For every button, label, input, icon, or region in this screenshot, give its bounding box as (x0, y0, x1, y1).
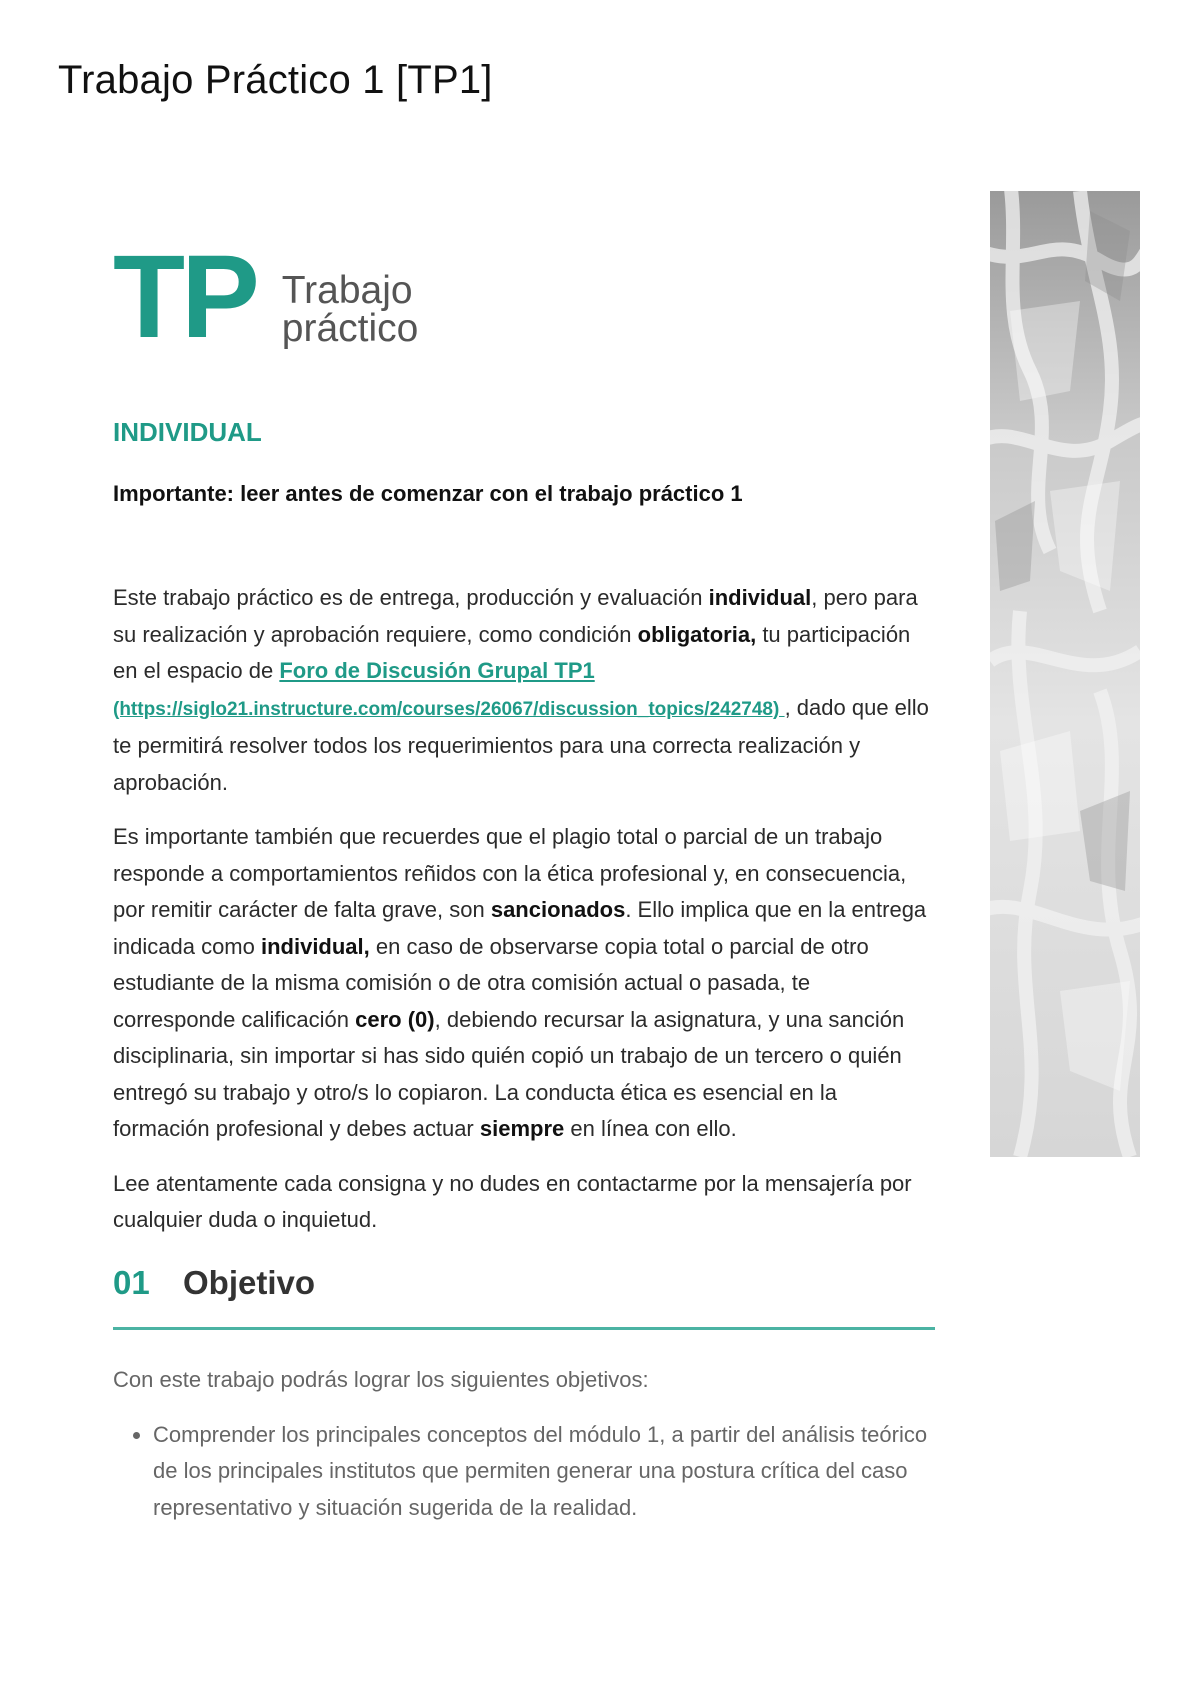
tp-logo-words (281, 268, 419, 350)
paragraph-forum (113, 580, 935, 801)
section-title: Objetivo (183, 1263, 316, 1301)
tp-logo-line1: Trabajo (281, 268, 413, 312)
tp-logo (113, 230, 419, 363)
paragraph-plagiarism (113, 819, 935, 1148)
objectives-list (113, 1417, 935, 1527)
p2-bold-sancionados: sancionados (490, 897, 626, 922)
p2-text-3: en caso de observarse copia total o parcial de otro estudiante de la misma comisión o de otra comisión actual o pasada, te corresponde calificación (113, 933, 869, 1032)
p1-bold-obligatoria: obligatoria, (637, 621, 757, 647)
objectives-intro: Con este trabajo podrás lograr los siguientes objetivos: (113, 1367, 649, 1392)
list-item: • Comprender los principales conceptos del módulo 1, a partir del análisis teórico de los principales institutos que permiten generar una postura crítica del caso representativo y situación sugerida de la realidad. (153, 1417, 935, 1527)
section-header-objetivo (113, 1265, 935, 1331)
forum-link-url[interactable]: (https://siglo21.instructure.com/courses/26067/discussion_topics/242748) (113, 698, 785, 720)
p1-text-3: tu participación en el espacio de (113, 621, 911, 683)
p2-text-5: en línea con ello. (564, 1116, 737, 1141)
p2-text-1: Es importante también que recuerdes que el plagio total o parcial de un trabajo responde a comportamientos reñidos con la ética profesional y, en consecuencia, por remitir carácter de falta grave, son (113, 824, 907, 922)
p1-text-4: , dado que ello te permitirá resolver todos los requerimientos para una correcta realización y aprobación. (113, 694, 929, 795)
p2-bold-cero: cero (0) (355, 1006, 435, 1032)
p2-bold-siempre: siempre (479, 1116, 565, 1141)
p2-text-4: , debiendo recursar la asignatura, y una sanción disciplinaria, sin importar si has sido quién copió un trabajo de un tercero o quién entregó su trabajo y otro/s lo copiaron. La conducta ética es esencial en la formación profesional y debes actuar (113, 1006, 905, 1141)
forum-link[interactable]: Foro de Discusión Grupal TP1 (279, 658, 595, 683)
p2-text-2: . Ello implica que en la entrega indicada como (113, 897, 927, 959)
p1-text-2: , pero para su realización y aprobación requiere, como condición (113, 585, 918, 647)
side-banner-image (990, 191, 1140, 1157)
individual-kicker: INDIVIDUAL (113, 417, 262, 447)
tp-logo-mark: TP (113, 230, 256, 363)
paragraph-contact: Lee atentamente cada consigna y no dudes en contactarme por la mensajería por cualquier duda o inquietud. (113, 1170, 912, 1232)
important-notice: Importante: leer antes de comenzar con el trabajo práctico 1 (113, 481, 743, 506)
main-content (113, 412, 935, 1526)
page-title: Trabajo Práctico 1 [TP1] (58, 58, 493, 102)
p1-bold-individual: individual (708, 585, 812, 610)
tp-logo-line2: práctico (281, 306, 419, 350)
p2-bold-individual: individual, (260, 933, 370, 959)
p1-text-1: Este trabajo práctico es de entrega, producción y evaluación (113, 585, 709, 610)
section-number: 01 (113, 1263, 150, 1301)
